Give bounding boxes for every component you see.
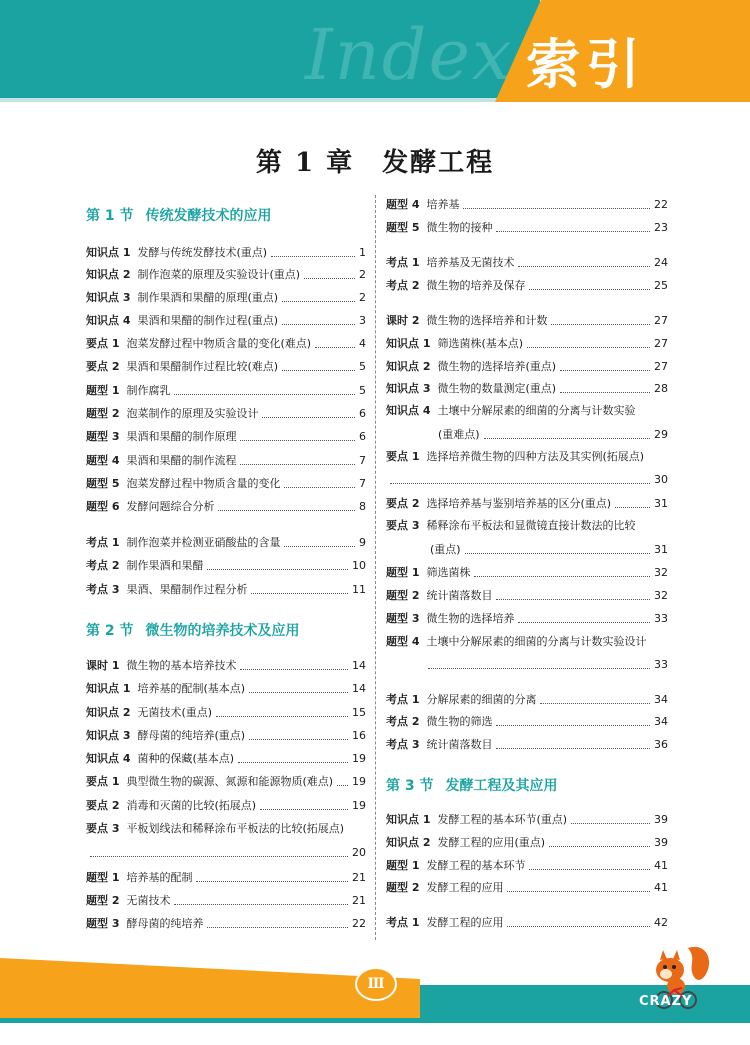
entry-label: 要点 1 <box>86 337 120 350</box>
toc-entry[interactable] <box>386 195 668 215</box>
toc-entry[interactable] <box>386 253 668 273</box>
entry-page: 6 <box>359 407 366 420</box>
footer-white-strip <box>0 1023 750 1045</box>
toc-entry[interactable] <box>86 772 366 792</box>
entry-page: 21 <box>352 871 366 884</box>
toc-entry[interactable] <box>86 656 366 676</box>
entry-page: 7 <box>359 477 366 490</box>
entry-page: 42 <box>654 916 668 929</box>
entry-label: 知识点 3 <box>386 382 431 395</box>
entry-page: 11 <box>352 583 366 596</box>
entry-page: 14 <box>352 659 366 672</box>
entry-title: 微生物的接种 <box>426 221 493 234</box>
entry-page: 34 <box>654 693 668 706</box>
toc-entry[interactable] <box>86 497 366 517</box>
entry-page: 22 <box>352 917 366 930</box>
toc-entry[interactable] <box>386 913 668 933</box>
entry-page: 29 <box>654 428 668 441</box>
entry-page: 32 <box>654 566 668 579</box>
entry-title: 培养基 <box>426 198 460 211</box>
entry-page: 21 <box>352 894 366 907</box>
entry-label: 题型 5 <box>386 221 420 234</box>
entry-title: 土壤中分解尿素的细菌的分离与计数实验设计 <box>426 635 647 648</box>
section-heading[interactable] <box>86 205 272 227</box>
entry-title: 微生物的培养及保存 <box>426 279 526 292</box>
entry-title: 无菌技术 <box>126 894 171 907</box>
entry-title: 培养基及无菌技术 <box>426 256 515 269</box>
entry-label: 考点 2 <box>386 279 420 292</box>
entry-label: 要点 2 <box>86 799 120 812</box>
toc-entry[interactable] <box>86 243 366 263</box>
entry-label: 题型 4 <box>386 635 420 648</box>
entry-page: 25 <box>654 279 668 292</box>
entry-label: 要点 3 <box>386 519 420 532</box>
entry-page: 24 <box>654 256 668 269</box>
toc-entry[interactable] <box>86 749 366 769</box>
entry-label: 题型 1 <box>86 384 120 397</box>
entry-title: (重难点) <box>438 428 480 441</box>
entry-title: 果酒和果醋的制作原理 <box>126 430 237 443</box>
entry-title: 泡菜制作的原理及实验设计 <box>126 407 259 420</box>
entry-label: 知识点 2 <box>386 836 431 849</box>
entry-label: 题型 2 <box>86 894 120 907</box>
toc-entry-continuation[interactable] <box>386 655 668 675</box>
entry-title: 选择培养微生物的四种方法及其实例(拓展点) <box>426 450 645 463</box>
section-number: 第 3 节 <box>386 778 434 794</box>
toc-entry[interactable] <box>86 556 366 576</box>
chapter-title: 第 1 章 发酵工程 <box>255 148 495 178</box>
entry-page: 27 <box>654 337 668 350</box>
mascot-ear <box>660 950 667 960</box>
entry-title: 筛选菌株 <box>426 566 471 579</box>
entry-title: 果酒和果醋制作过程比较(难点) <box>126 360 279 373</box>
toc-entry[interactable] <box>386 632 668 652</box>
entry-title: 发酵工程的应用(重点) <box>437 836 546 849</box>
entry-page: 5 <box>359 360 366 373</box>
entry-title: 泡菜发酵过程中物质含量的变化(难点) <box>126 337 312 350</box>
toc-entry[interactable] <box>386 878 668 898</box>
toc-entry[interactable] <box>86 265 366 285</box>
section-number: 第 1 节 <box>86 208 134 224</box>
entry-label: 考点 1 <box>86 536 120 549</box>
entry-page: 39 <box>654 813 668 826</box>
entry-page: 27 <box>654 314 668 327</box>
entry-title: 培养基的配制(基本点) <box>137 682 246 695</box>
entry-label: 知识点 1 <box>86 246 131 259</box>
entry-page: 34 <box>654 715 668 728</box>
toc-entry[interactable] <box>86 580 366 600</box>
toc-entry[interactable] <box>386 856 668 876</box>
entry-label: 知识点 2 <box>386 360 431 373</box>
entry-page: 7 <box>359 454 366 467</box>
toc-entry[interactable] <box>86 381 366 401</box>
entry-page: 41 <box>654 859 668 872</box>
entry-label: 课时 1 <box>86 659 120 672</box>
toc-entry[interactable] <box>86 868 366 888</box>
entry-label: 知识点 2 <box>86 706 131 719</box>
entry-label: 知识点 2 <box>86 268 131 281</box>
entry-label: 考点 1 <box>386 693 420 706</box>
page-number-badge: Ⅲ <box>355 967 397 1001</box>
entry-label: 题型 1 <box>386 859 420 872</box>
entry-label: 知识点 4 <box>386 404 431 417</box>
toc-entry[interactable] <box>386 334 668 354</box>
entry-title: 分解尿素的细菌的分离 <box>426 693 537 706</box>
entry-title: 酵母菌的纯培养 <box>126 917 204 930</box>
toc-entry-continuation[interactable] <box>386 540 668 560</box>
entry-label: 考点 3 <box>386 738 420 751</box>
toc-entry[interactable] <box>386 833 668 853</box>
toc-entry[interactable] <box>386 311 668 331</box>
entry-title: 果酒、果醋制作过程分析 <box>126 583 248 596</box>
mascot-muzzle <box>660 969 672 979</box>
entry-page: 6 <box>359 430 366 443</box>
entry-page: 22 <box>654 198 668 211</box>
entry-label: 知识点 1 <box>386 813 431 826</box>
entry-title: 发酵工程的应用 <box>426 881 504 894</box>
mascot-label: CRAZY <box>639 994 693 1009</box>
entry-page: 4 <box>359 337 366 350</box>
toc-entry[interactable] <box>86 533 366 553</box>
toc-entry[interactable] <box>386 735 668 755</box>
entry-title: 土壤中分解尿素的细菌的分离与计数实验 <box>437 404 636 417</box>
entry-title: 微生物的选择培养 <box>426 612 515 625</box>
entry-label: 课时 2 <box>386 314 420 327</box>
entry-label: 知识点 1 <box>386 337 431 350</box>
entry-page: 41 <box>654 881 668 894</box>
entry-page: 1 <box>359 246 366 259</box>
entry-label: 题型 4 <box>386 198 420 211</box>
entry-title: 稀释涂布平板法和显微镜直接计数法的比较 <box>426 519 636 532</box>
toc-entry[interactable] <box>386 586 668 606</box>
entry-page: 30 <box>654 473 668 486</box>
entry-title: 消毒和灭菌的比较(拓展点) <box>126 799 257 812</box>
section-heading[interactable] <box>86 620 300 642</box>
entry-label: 考点 1 <box>386 256 420 269</box>
entry-page: 36 <box>654 738 668 751</box>
entry-title: 微生物的基本培养技术 <box>126 659 237 672</box>
entry-label: 要点 2 <box>86 360 120 373</box>
entry-title: 无菌技术(重点) <box>137 706 213 719</box>
entry-page: 5 <box>359 384 366 397</box>
section-title: 传统发酵技术的应用 <box>145 208 272 224</box>
entry-title: 统计菌落数目 <box>426 738 493 751</box>
entry-label: 考点 3 <box>86 583 120 596</box>
entry-title: 微生物的数量测定(重点) <box>437 382 557 395</box>
toc-entry[interactable] <box>86 726 366 746</box>
section-heading[interactable] <box>386 775 558 797</box>
column-divider <box>375 195 376 940</box>
entry-title: 统计菌落数目 <box>426 589 493 602</box>
entry-page: 19 <box>352 752 366 765</box>
entry-label: 题型 5 <box>86 477 120 490</box>
entry-title: 泡菜发酵过程中物质含量的变化 <box>126 477 281 490</box>
entry-title: 发酵工程的基本环节(重点) <box>437 813 568 826</box>
entry-title: 发酵工程的基本环节 <box>426 859 526 872</box>
mascot-eye <box>672 965 676 969</box>
entry-label: 要点 1 <box>86 775 120 788</box>
section-title: 发酵工程及其应用 <box>445 778 558 794</box>
toc-entry[interactable] <box>386 810 668 830</box>
entry-page: 3 <box>359 314 366 327</box>
toc-entry-continuation[interactable] <box>386 425 668 445</box>
toc-entry[interactable] <box>386 401 668 421</box>
entry-label: 题型 3 <box>86 917 120 930</box>
entry-page: 31 <box>654 543 668 556</box>
entry-page: 14 <box>352 682 366 695</box>
entry-label: 题型 6 <box>86 500 120 513</box>
toc-entry[interactable] <box>386 712 668 732</box>
entry-title: 制作腐乳 <box>126 384 171 397</box>
entry-page: 31 <box>654 497 668 510</box>
toc-entry[interactable] <box>386 447 668 467</box>
entry-title: 制作果酒和果醋 <box>126 559 204 572</box>
entry-label: 考点 2 <box>386 715 420 728</box>
entry-title: (重点) <box>430 543 461 556</box>
toc-entry[interactable] <box>386 609 668 629</box>
entry-title: 制作泡菜并检测亚硝酸盐的含量 <box>126 536 281 549</box>
mascot-ear <box>673 950 680 960</box>
entry-page: 19 <box>352 799 366 812</box>
toc-entry[interactable] <box>386 494 668 514</box>
entry-label: 题型 2 <box>386 881 420 894</box>
toc-entry[interactable] <box>386 276 668 296</box>
entry-page: 20 <box>352 846 366 859</box>
toc-entry[interactable] <box>86 427 366 447</box>
entry-label: 知识点 4 <box>86 752 131 765</box>
entry-page: 9 <box>359 536 366 549</box>
entry-title: 制作泡菜的原理及实验设计(重点) <box>137 268 301 281</box>
toc-entry[interactable] <box>386 516 668 536</box>
toc-entry[interactable] <box>86 474 366 494</box>
entry-label: 要点 3 <box>86 822 120 835</box>
toc-entry[interactable] <box>86 451 366 471</box>
toc-entry[interactable] <box>86 703 366 723</box>
entry-title: 筛选菌株(基本点) <box>437 337 524 350</box>
entry-title: 微生物的筛选 <box>426 715 493 728</box>
toc-entry[interactable] <box>86 288 366 308</box>
entry-page: 2 <box>359 291 366 304</box>
entry-page: 23 <box>654 221 668 234</box>
entry-page: 15 <box>352 706 366 719</box>
entry-title: 酵母菌的纯培养(重点) <box>137 729 246 742</box>
entry-label: 题型 1 <box>386 566 420 579</box>
entry-title: 选择培养基与鉴别培养基的区分(重点) <box>426 497 612 510</box>
header-teal-shadow <box>0 98 520 102</box>
entry-title: 菌种的保藏(基本点) <box>137 752 235 765</box>
entry-label: 题型 2 <box>386 589 420 602</box>
entry-title: 微生物的选择培养(重点) <box>437 360 557 373</box>
entry-label: 题型 3 <box>86 430 120 443</box>
entry-label: 要点 2 <box>386 497 420 510</box>
toc-entry[interactable] <box>86 679 366 699</box>
entry-title: 培养基的配制 <box>126 871 193 884</box>
toc-entry-continuation[interactable] <box>86 843 366 863</box>
mascot-tail <box>688 947 709 980</box>
entry-page: 2 <box>359 268 366 281</box>
entry-page: 8 <box>359 500 366 513</box>
toc-entry[interactable] <box>86 796 366 816</box>
entry-label: 知识点 1 <box>86 682 131 695</box>
section-number: 第 2 节 <box>86 623 134 639</box>
toc-entry[interactable] <box>386 218 668 238</box>
mascot-eye <box>663 965 667 969</box>
toc-entry[interactable] <box>386 357 668 377</box>
entry-title: 果酒和果醋的制作过程(重点) <box>137 314 279 327</box>
entry-title: 典型微生物的碳源、氮源和能源物质(难点) <box>126 775 334 788</box>
toc-entry[interactable] <box>86 819 366 839</box>
section-title: 微生物的培养技术及应用 <box>145 623 300 639</box>
toc-entry[interactable] <box>386 563 668 583</box>
entry-label: 题型 2 <box>86 407 120 420</box>
mascot-head <box>656 958 684 982</box>
entry-label: 考点 2 <box>86 559 120 572</box>
toc-entry[interactable] <box>386 690 668 710</box>
entry-title: 微生物的选择培养和计数 <box>426 314 548 327</box>
toc-entry[interactable] <box>86 914 366 934</box>
entry-label: 知识点 4 <box>86 314 131 327</box>
page-title: 索引 <box>526 33 646 96</box>
toc-entry[interactable] <box>86 357 366 377</box>
entry-page: 27 <box>654 360 668 373</box>
entry-label: 知识点 3 <box>86 291 131 304</box>
entry-label: 题型 3 <box>386 612 420 625</box>
entry-label: 知识点 3 <box>86 729 131 742</box>
entry-title: 制作果酒和果醋的原理(重点) <box>137 291 279 304</box>
entry-page: 16 <box>352 729 366 742</box>
entry-page: 19 <box>352 775 366 788</box>
entry-page: 10 <box>352 559 366 572</box>
entry-title: 发酵与传统发酵技术(重点) <box>137 246 268 259</box>
entry-title: 发酵工程的应用 <box>426 916 504 929</box>
toc-entry[interactable] <box>86 311 366 331</box>
entry-label: 题型 1 <box>86 871 120 884</box>
entry-page: 33 <box>654 612 668 625</box>
toc-entry[interactable] <box>86 891 366 911</box>
entry-title: 果酒和果醋的制作流程 <box>126 454 237 467</box>
toc-entry[interactable] <box>86 404 366 424</box>
entry-label: 考点 1 <box>386 916 420 929</box>
entry-page: 32 <box>654 589 668 602</box>
toc-entry-continuation[interactable] <box>386 470 668 490</box>
entry-page: 39 <box>654 836 668 849</box>
toc-entry[interactable] <box>386 379 668 399</box>
entry-label: 题型 4 <box>86 454 120 467</box>
toc-entry[interactable] <box>86 334 366 354</box>
entry-title: 平板划线法和稀释涂布平板法的比较(拓展点) <box>126 822 345 835</box>
entry-page: 33 <box>654 658 668 671</box>
entry-page: 28 <box>654 382 668 395</box>
header-index-word: Index <box>305 14 514 96</box>
entry-label: 要点 1 <box>386 450 420 463</box>
entry-title: 发酵问题综合分析 <box>126 500 215 513</box>
